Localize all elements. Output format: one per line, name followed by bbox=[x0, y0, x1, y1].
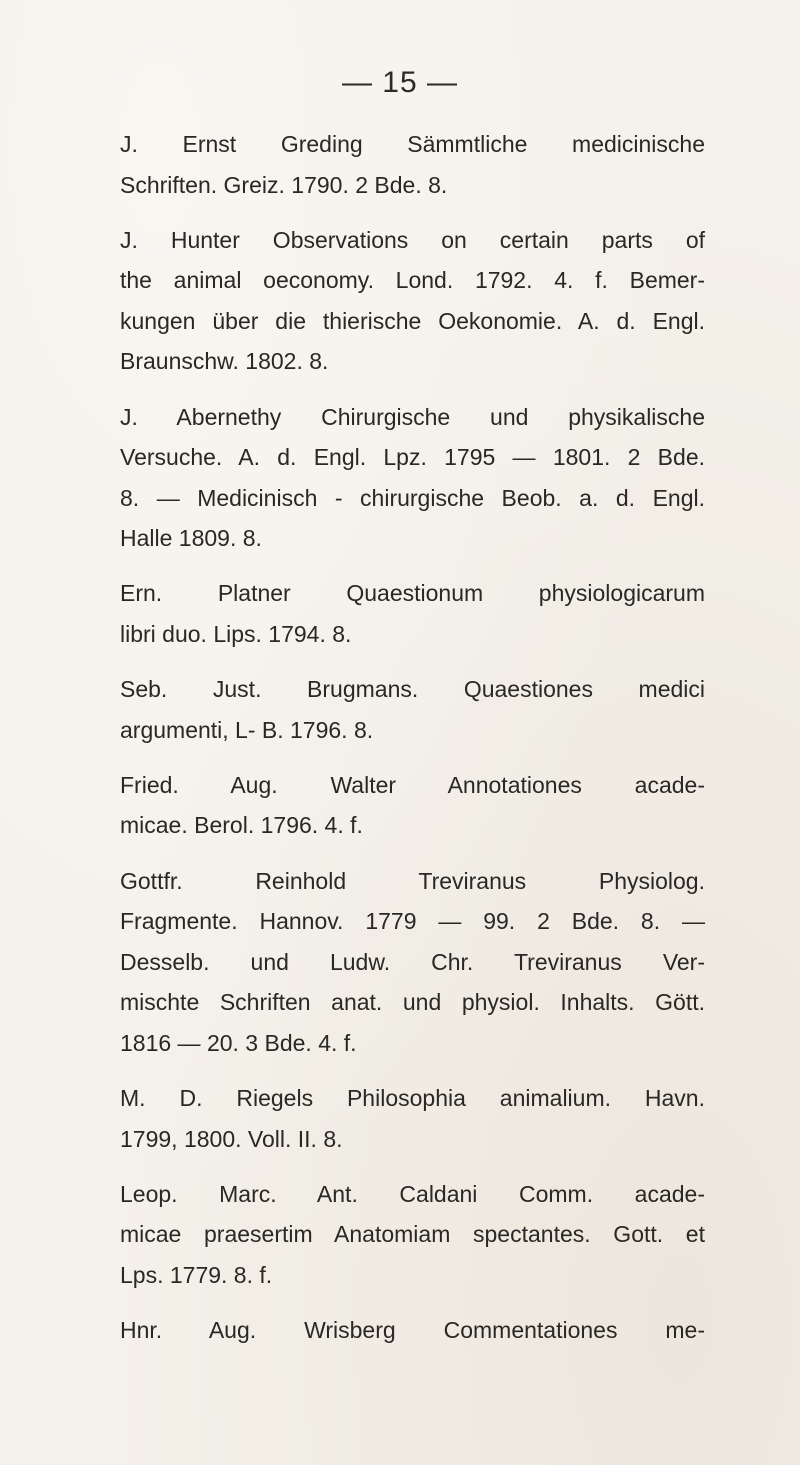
entry-line: the animal oeconomy. Lond. 1792. 4. f. Bemer- bbox=[120, 267, 705, 294]
entry-line: Versuche. A. d. Engl. Lpz. 1795 — 1801. 2 Bde. bbox=[120, 444, 705, 471]
entry-line: 8. — Medicinisch - chirurgische Beob. a. d. Engl. bbox=[120, 484, 705, 511]
entry-line: kungen über die thierische Oekonomie. A. d. Engl. bbox=[120, 307, 705, 334]
bibliography-entry bbox=[120, 124, 705, 205]
entry-line: Schriften. Greiz. 1790. 2 Bde. 8. bbox=[120, 171, 448, 198]
entry-line: Gottfr. Reinhold Treviranus Physiolog. bbox=[120, 867, 705, 894]
entry-line: Braunschw. 1802. 8. bbox=[120, 348, 329, 375]
entry-line: Hnr. Aug. Wrisberg Commentationes me- bbox=[120, 1316, 705, 1343]
entry-line: micae praesertim Anatomiam spectantes. Gott. et bbox=[120, 1221, 705, 1248]
entry-line: J. Abernethy Chirurgische und physikalische bbox=[120, 403, 705, 430]
entry-line: Lps. 1779. 8. f. bbox=[120, 1261, 273, 1288]
entry-line: J. Ernst Greding Sämmtliche medicinische bbox=[120, 131, 705, 157]
bibliography-list bbox=[120, 124, 705, 1365]
bibliography-entry bbox=[120, 397, 705, 559]
bibliography-entry bbox=[120, 1174, 705, 1296]
bibliography-entry bbox=[120, 1310, 705, 1351]
page-number: — 15 — bbox=[341, 66, 459, 99]
entry-line: M. D. Riegels Philosophia animalium. Havn. bbox=[120, 1084, 705, 1111]
entry-line: micae. Berol. 1796. 4. f. bbox=[120, 812, 363, 839]
entry-line: J. Hunter Observations on certain parts of bbox=[120, 226, 705, 253]
entry-line: Ern. Platner Quaestionum physiologicarum bbox=[120, 580, 705, 607]
entry-line: Seb. Just. Brugmans. Quaestiones medici bbox=[120, 676, 705, 703]
entry-line: Desselb. und Ludw. Chr. Treviranus Ver- bbox=[120, 948, 705, 975]
bibliography-entry bbox=[120, 573, 705, 654]
bibliography-entry bbox=[120, 1078, 705, 1159]
entry-line: Fried. Aug. Walter Annotationes acade- bbox=[120, 771, 705, 798]
bibliography-entry bbox=[120, 669, 705, 750]
bibliography-entry bbox=[120, 220, 705, 382]
entry-line: Leop. Marc. Ant. Caldani Comm. acade- bbox=[120, 1180, 705, 1207]
entry-line: 1799, 1800. Voll. II. 8. bbox=[120, 1125, 343, 1152]
entry-line: 1816 — 20. 3 Bde. 4. f. bbox=[120, 1029, 357, 1056]
entry-line: Fragmente. Hannov. 1779 — 99. 2 Bde. 8. — bbox=[120, 908, 705, 935]
bibliography-entry bbox=[120, 861, 705, 1064]
entry-line: argumenti, L- B. 1796. 8. bbox=[120, 716, 374, 743]
entry-line: Halle 1809. 8. bbox=[120, 525, 262, 552]
entry-line: libri duo. Lips. 1794. 8. bbox=[120, 621, 352, 648]
bibliography-entry bbox=[120, 765, 705, 846]
entry-line: mischte Schriften anat. und physiol. Inhalts. Gött. bbox=[120, 989, 705, 1016]
